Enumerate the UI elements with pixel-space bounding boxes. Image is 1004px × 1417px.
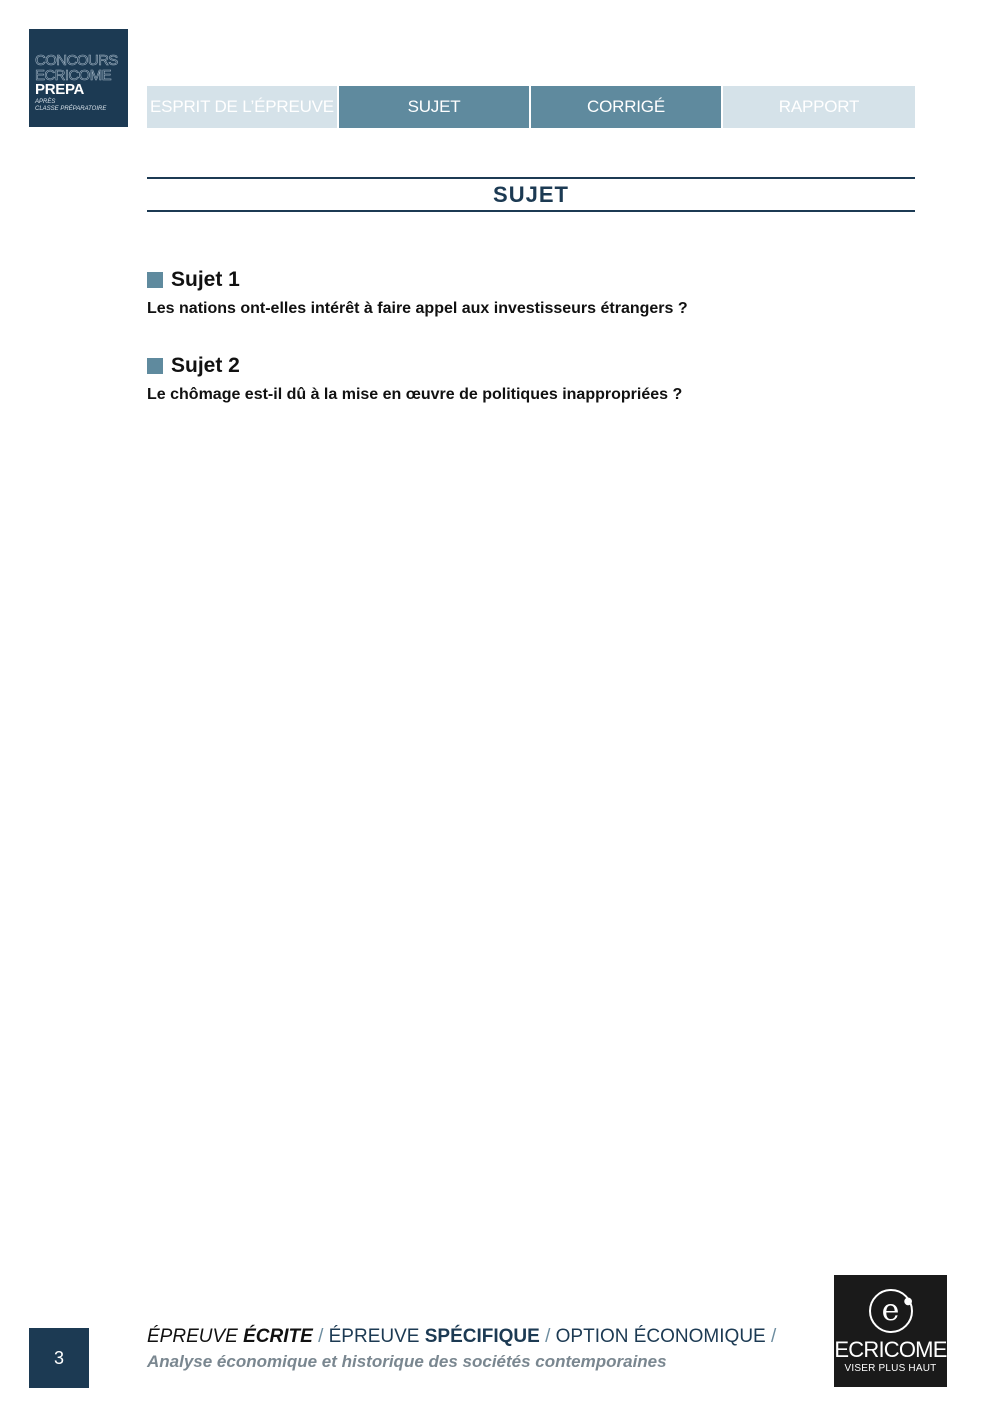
logo-tagline: VISER PLUS HAUT [844, 1363, 937, 1374]
ecricome-logo [834, 1275, 947, 1387]
footer-separator: / [771, 1326, 777, 1347]
concours-ecricome-prepa-logo [29, 29, 128, 127]
ecricome-e-icon [869, 1289, 913, 1333]
bullet-square-icon [147, 272, 163, 288]
section-title-band [147, 177, 915, 212]
subject-heading: Sujet 1 [171, 268, 240, 291]
footer-subtitle: Analyse économique et historique des sociétés contemporaines [147, 1352, 667, 1371]
subject-heading-row [147, 268, 688, 292]
section-title: SUJET [493, 181, 569, 207]
footer-text [147, 1326, 776, 1372]
subject-1 [147, 268, 688, 318]
footer-separator: / [318, 1326, 324, 1347]
section-tabs [147, 86, 915, 128]
subject-heading: Sujet 2 [171, 354, 240, 377]
footer-ecrite: ÉCRITE [243, 1326, 313, 1347]
subject-question: Le chômage est-il dû à la mise en œuvre de politiques inappropriées ? [147, 386, 683, 403]
tab-esprit-de-l-epreuve[interactable]: ESPRIT DE L’ÉPREUVE [147, 86, 337, 128]
subject-heading-row [147, 354, 682, 378]
logo-line-ecricome: ECRICOME [35, 67, 112, 84]
tab-rapport[interactable]: RAPPORT [723, 86, 915, 128]
footer-option: OPTION ÉCONOMIQUE [555, 1326, 766, 1347]
page-number: 3 [29, 1328, 89, 1388]
bullet-square-icon [147, 358, 163, 374]
logo-line-apres: APRÈS [35, 99, 56, 105]
subject-2 [147, 354, 682, 404]
logo-brand: ECRICOME [834, 1337, 947, 1362]
subject-question: Les nations ont-elles intérêt à faire appel aux investisseurs étrangers ? [147, 300, 688, 317]
tab-sujet[interactable]: SUJET [339, 86, 529, 128]
footer-specifique: SPÉCIFIQUE [424, 1326, 540, 1347]
logo-line-concours: CONCOURS [35, 52, 118, 69]
tab-corrige[interactable]: CORRIGÉ [531, 86, 721, 128]
logo-line-prepa: PREPA [35, 81, 85, 98]
footer-separator: / [545, 1326, 551, 1347]
logo-mark-dot: ● [903, 1296, 913, 1307]
footer-epreuve-2: ÉPREUVE [328, 1326, 420, 1347]
logo-line-classe: CLASSE PRÉPARATOIRE [35, 106, 107, 112]
footer-epreuve: ÉPREUVE [147, 1326, 238, 1347]
footer-exam-line [147, 1326, 776, 1348]
logo-mark-letter: e [881, 1293, 900, 1328]
